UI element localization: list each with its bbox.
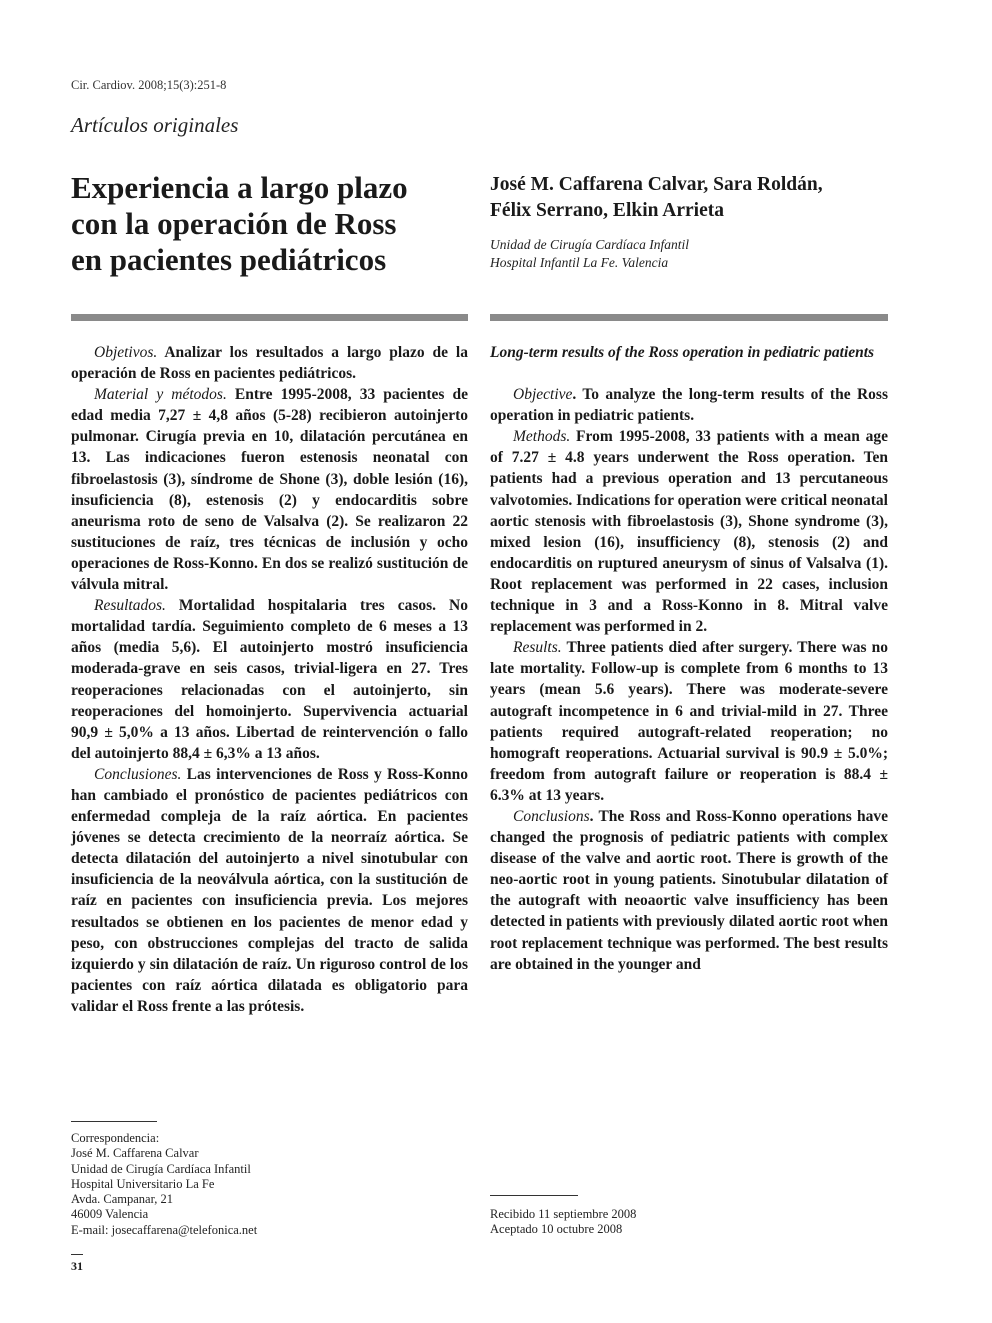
abstract-en-title: Long-term results of the Ross operation in pediatric patients	[490, 344, 875, 361]
dates-rule	[490, 1195, 578, 1196]
abstract-en-objective-text: . To analyze the long-term results of the Ross operation in pediatric patients.	[490, 386, 888, 425]
correspondence-hospital: Hospital Universitario La Fe	[71, 1176, 215, 1191]
correspondence-label: Correspondencia:	[71, 1131, 160, 1145]
abstract-spanish	[71, 342, 468, 1017]
abstract-es-results-label: Resultados.	[94, 597, 166, 615]
affiliation	[490, 236, 689, 272]
section-label: Artículos originales	[71, 113, 239, 137]
abstract-en-methods-text: From 1995-2008, 33 patients with a mean age of 7.27 ± 4.8 years underwent the Ross operation. Ten patients had a previous operation and 13 percutaneous valvotomies. Indications for operation were critical neonatal aortic stenosis with fibroelastosis (3), Shone syndrome (3), mixed lesion (16), insufficiency (8), stenosis (2) and endocarditis on ruptured aneurysm of sinus of Valsalva (1). Root replacement was performed in 22 cases, inclusion technique in 3 and a Ross-Konno in 8. Mitral valve replacement was performed in 2.	[490, 428, 888, 636]
abstract-es-objectives-text: Analizar los resultados a largo plazo de la operación de Ross en pacientes pediátricos.	[71, 344, 468, 383]
header-rule-right	[490, 314, 888, 321]
date-accepted: Aceptado 10 octubre 2008	[490, 1222, 623, 1237]
author-list	[490, 172, 910, 224]
abstract-en-results-label: Results.	[513, 639, 562, 657]
correspondence-rule	[71, 1121, 157, 1122]
authors-line-1: José M. Caffarena Calvar, Sara Roldán,	[490, 174, 823, 195]
abstract-es-conclusions-text: Las intervenciones de Ross y Ross-Konno han cambiado el pronóstico de pacientes pediátricos con enfermedad compleja de la raíz aórtica. En pacientes jóvenes se detecta crecimiento de la neorraíz aórtica. Se detecta dilatación del autoinjerto a nivel sinotubular con insuficiencia de la neoválvula aórtica, con la sustitución de raíz en pacientes con insuficiencia previa. Los mejores resultados se obtienen en los pacientes de menor edad y peso, con obstrucciones complejas del tracto de salida izquierdo y sin dilatación de raíz. Un riguroso control de los pacientes con raíz aórtica dilatada es obligatorio para validar el Ross frente a las prótesis.	[71, 765, 468, 1015]
correspondence-name: José M. Caffarena Calvar	[71, 1146, 199, 1161]
abstract-en-conclusions	[490, 806, 888, 975]
abstract-en-conclusions-text: . The Ross and Ross-Konno operations have changed the prognosis of pediatric patients with complex disease of the valve and aortic root. There is growth of the neo-aortic root in young patients. Sinotubular dilatation of the autograft with neoaortic valve insufficiency has been detected in patients with previously dilated aortic root when root replacement technique was performed. The best results are obtained in the younger and	[490, 807, 888, 973]
abstract-es-conclusions	[71, 764, 468, 1017]
date-received: Recibido 11 septiembre 2008	[490, 1207, 637, 1221]
abstract-es-methods-text: Entre 1995-2008, 33 pacientes de edad media 7,27 ± 4,8 años (5-28) recibieron autoinjerto pulmonar. Cirugía previa en 10, dilatación percutánea en 13. Las indicaciones fueron estenosis neonatal con fibroelastosis (3), síndrome de Shone (3), doble lesión (16), insuficiencia (8), estenosis (2) y endocarditis sobre aneurisma roto de seno de Valsalva (2). Se realizaron 22 sustituciones de raíz, tres técnicas de inclusión y ocho operaciones de Ross-Konno. En dos se realizó sustitución de válvula mitral.	[71, 386, 468, 594]
correspondence-email: E-mail: josecaffarena@telefonica.net	[71, 1222, 258, 1237]
abstract-es-conclusions-label: Conclusiones.	[94, 765, 182, 783]
abstract-es-methods-label: Material y métodos.	[94, 386, 227, 404]
page-number-mark	[71, 1254, 83, 1255]
authors-line-2: Félix Serrano, Elkin Arrieta	[490, 200, 724, 221]
abstract-en-methods	[490, 426, 888, 637]
article-title	[71, 170, 471, 278]
abstract-es-results	[71, 595, 468, 764]
abstract-es-results-text: Mortalidad hospitalaria tres casos. No mortalidad tardía. Seguimiento completo de 6 meses a 13 años (media 5,6). El autoinjerto mostró insuficiencia moderada-grave en seis casos, trivial-ligera en 27. Tres reoperaciones relacionadas con el autoinjerto, sin reoperaciones del homoinjerto. Supervivencia actuarial 90,9 ± 5,0% a 13 años. Libertad de reintervención o fallo del autoinjerto 88,4 ± 6,3% a 13 años.	[71, 597, 468, 762]
correspondence-city: 46009 Valencia	[71, 1207, 149, 1222]
abstract-english	[490, 342, 888, 975]
title-line-1: Experiencia a largo plazo	[71, 170, 408, 205]
abstract-en-results	[490, 637, 888, 806]
abstract-es-objectives-label: Objetivos.	[94, 344, 158, 361]
journal-reference: Cir. Cardiov. 2008;15(3):251-8	[71, 78, 227, 92]
title-line-2: con la operación de Ross	[71, 206, 397, 241]
abstract-en-methods-label: Methods.	[513, 428, 571, 446]
abstract-es-objectives	[71, 342, 468, 384]
title-line-3: en pacientes pediátricos	[71, 242, 387, 277]
abstract-en-objective	[490, 384, 888, 426]
correspondence-block	[71, 1131, 257, 1238]
correspondence-street: Avda. Campanar, 21	[71, 1192, 174, 1207]
abstract-en-conclusions-label: Conclusions	[513, 807, 590, 825]
affiliation-unit: Unidad de Cirugía Cardíaca Infantil	[490, 237, 689, 252]
submission-dates	[490, 1207, 636, 1238]
abstract-en-objective-label: Objective	[513, 386, 573, 404]
correspondence-unit: Unidad de Cirugía Cardíaca Infantil	[71, 1161, 251, 1176]
header-rule-left	[71, 314, 468, 321]
abstract-en-results-text: Three patients died after surgery. There was no late mortality. Follow-up is complete from 6 months to 13 years (mean 5.6 years). There was moderate-severe autograft incompetence in 6 and trivial-mild in 27. Three patients required autograft-related reoperation; no homograft reoperations. Actuarial survival is 90.9 ± 5.0%; freedom from autograft failure or reoperation is 88.4 ± 6.3% at 13 years.	[490, 639, 888, 804]
page-number: 31	[71, 1259, 83, 1273]
abstract-es-methods	[71, 384, 468, 595]
affiliation-hospital: Hospital Infantil La Fe. Valencia	[490, 255, 669, 270]
